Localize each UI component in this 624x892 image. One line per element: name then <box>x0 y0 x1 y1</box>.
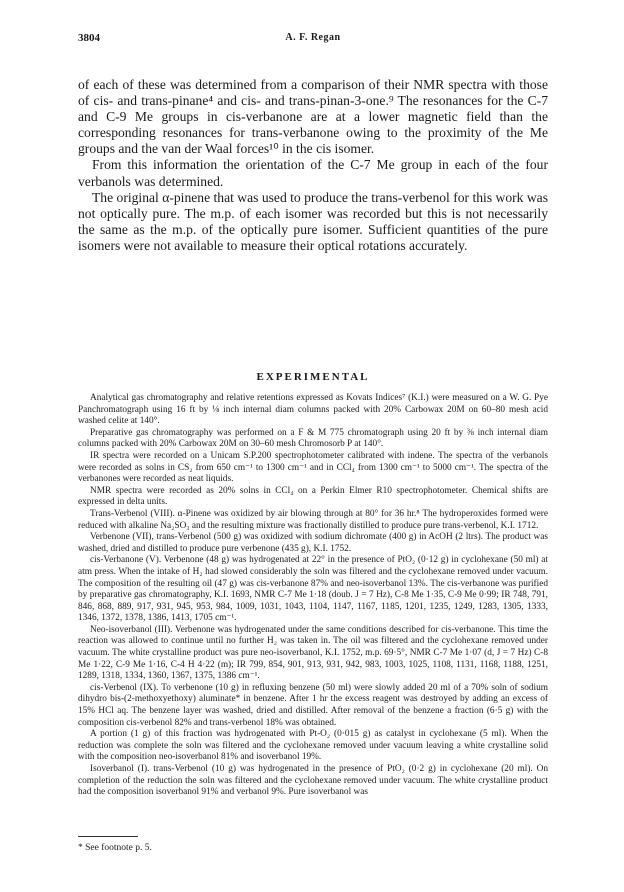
page-number: 3804 <box>78 32 100 44</box>
paragraph: Isoverbanol (I). trans-Verbenol (10 g) was hydrogenated in the presence of PtO₂ (0·2 g) in cyclohexane (20 ml). On completion of the reduction the soln was filtered and the cyclohexane removed under vacuum. The white crystalline product had the composition isoverbanol 91% and verbanol 9%. Pure isoverbanol was <box>78 764 548 798</box>
running-header <box>78 32 548 48</box>
experimental-section <box>78 393 548 799</box>
paragraph: IR spectra were recorded on a Unicam S.P.200 spectrophotometer calibrated with indene. The spectra of the verbanols were recorded as solns in CS₂ from 650 cm⁻¹ to 1300 cm⁻¹ and in CCl₄ from 1300 cm⁻¹ to 5000 cm⁻¹. The spectra of the verbanones were recorded as neat liquids. <box>78 450 548 485</box>
paragraph: Analytical gas chromatography and relative retentions expressed as Kovats Indices⁷ (K.I.) were measured on a W. G. Pye Panchromatograph using 16 ft by ⅛ inch internal diam columns packed with 20% Carbowax 20M on 60–80 mesh acid washed celite at 140°. <box>78 393 548 427</box>
paragraph: NMR spectra were recorded as 20% solns in CCl₄ on a Perkin Elmer R10 spectrophotometer. Chemical shifts are expressed in delta units. <box>78 485 548 508</box>
paragraph: Neo-isoverbanol (III). Verbenone was hydrogenated under the same conditions described for cis-verbanone. This time the reaction was allowed to continue until no further H₂ was taken in. The oil was filtered and the cyclohexane removed under vacuum. The white crystalline product was pure neo-isoverbanol, K.I. 1752, m.p. 69·5°, NMR C-7 Me 1·07 (d, J = 7 Hz) C-8 Me 1·22, C-9 Me 1·16, C-4 H 4·22 (m); IR 799, 854, 901, 913, 931, 942, 983, 1003, 1025, 1108, 1131, 1168, 1188, 1251, 1289, 1318, 1334, 1360, 1367, 1375, 1386 cm⁻¹. <box>78 624 548 682</box>
footnote: * See footnote p. 5. <box>78 843 152 853</box>
discussion-section <box>78 77 548 254</box>
paragraph: of each of these was determined from a comparison of their NMR spectra with those of cis- and trans-pinane⁴ and cis- and trans-pinan-3-one.⁹ The resonances for the C-7 and C-9 Me groups in cis-verbanone are at a lower magnetic field than the corresponding resonances for trans-verbanone owing to the proximity of the Me groups and the van der Waal forces¹⁰ in the cis isomer. <box>78 77 548 157</box>
paragraph: cis-Verbanone (V). Verbenone (48 g) was hydrogenated at 22° in the presence of PtO₂ (0·12 g) in cyclohexane (50 ml) at atm press. When the intake of H₂ had slowed considerably the soln was filtered and the cyclohexane removed under vacuum. The composition of the resulting oil (47 g) was cis-verbanone 87% and neo-isoverbanol 13%. The cis-verbanone was purified by preparative gas chromatography, K.I. 1693, NMR C-7 Me 1·18 (doub. J = 7 Hz), C-8 Me 1·35, C-9 Me 0·99; IR 748, 791, 846, 868, 889, 917, 931, 945, 953, 984, 1009, 1031, 1043, 1104, 1147, 1167, 1185, 1201, 1235, 1249, 1283, 1305, 1333, 1346, 1372, 1378, 1386, 1413, 1705 cm⁻¹. <box>78 555 548 624</box>
footnote-rule <box>78 836 138 837</box>
paragraph: Trans-Verbenol (VIII). α-Pinene was oxidized by air blowing through at 80° for 36 hr.⁸ The hydroperoxides formed were reduced with alkaline Na₂SO₃ and the resulting mixture was fractionally distilled to produce pure trans-verbenol, K.I. 1712. <box>78 508 548 531</box>
paragraph: From this information the orientation of the C-7 Me group in each of the four verbanols was determined. <box>78 157 548 189</box>
paragraph: Verbenone (VII), trans-Verbenol (500 g) was oxidized with sodium dichromate (400 g) in AcOH (2 ltrs). The product was washed, dried and distilled to produce pure verbenone (435 g), K.I. 1752. <box>78 532 548 554</box>
paragraph: cis-Verbenol (IX). To verbenone (10 g) in refluxing benzene (50 ml) were slowly added 20 ml of a 70% soln of sodium dihydro bis-(2-methoxyethoxy) aluminate* in benzene. After 1 hr the excess reagent was destroyed by adding an excess of 15% HCl aq. The benzene layer was washed, dried and distilled. After removal of the benzene a fraction (6·5 g) with the composition cis-verbenol 82% and trans-verbenol 18% was obtained. <box>78 682 548 728</box>
paragraph: A portion (1 g) of this fraction was hydrogenated with Pt-O₂ (0·015 g) as catalyst in cyclohexane (5 ml). When the reduction was complete the soln was filtered and the cyclohexane removed under vacuum leaving a white crystalline solid with the composition neo-isoverbanol 81% and isoverbanol 19%. <box>78 729 548 763</box>
section-heading: EXPERIMENTAL <box>256 371 370 383</box>
running-author: A. F. Regan <box>285 32 341 43</box>
paragraph: Preparative gas chromatography was performed on a F & M 775 chromatograph using 20 ft by ⅜ inch internal diam columns packed with 20% Carbowax 20M on 30–60 mesh Chromosorb P at 140°. <box>78 427 548 450</box>
paragraph: The original α-pinene that was used to produce the trans-verbenol for this work was not optically pure. The m.p. of each isomer was recorded but this is not necessarily the same as the m.p. of the optically pure isomer. Sufficient quantities of the pure isomers were not available to measure their optical rotations accurately. <box>78 189 548 253</box>
